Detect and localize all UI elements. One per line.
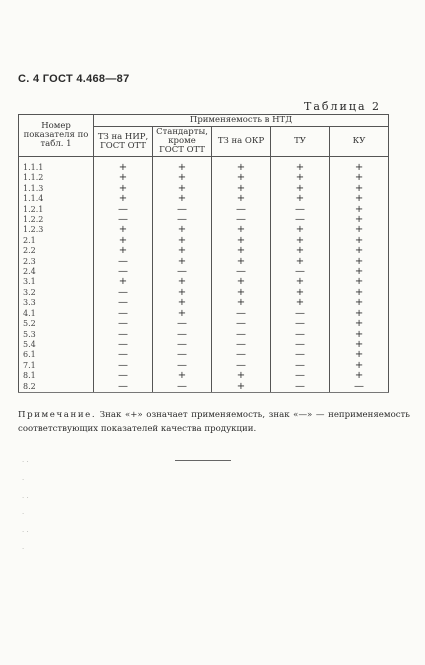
faint-mark: · [22,545,25,553]
applicability-mark: — [177,214,187,226]
applicability-mark: — [177,318,187,330]
applicability-mark: — [177,359,187,371]
faint-mark: · · [22,528,29,536]
applicability-mark: + [118,162,128,173]
applicability-mark: + [354,193,364,205]
row-code: 1.1.1 [19,163,94,173]
applicability-mark: + [177,224,187,236]
table-row [19,257,389,267]
applicability-mark: — [295,214,305,226]
applicability-mark: + [118,245,128,257]
applicability-mark: + [236,380,246,392]
applicability-mark: — [295,307,305,319]
applicability-mark: — [295,318,305,330]
applicability-mark: + [177,370,187,382]
applicability-mark: — [236,307,246,319]
applicability-mark: — [118,359,128,371]
col-header-tz-okr: ТЗ на ОКР [212,127,271,157]
applicability-mark: — [118,214,128,226]
applicability-mark: + [354,318,364,330]
applicability-mark: + [354,255,364,267]
row-code: 2.2 [19,246,94,256]
applicability-mark: + [354,286,364,298]
applicability-mark: + [236,234,246,246]
applicability-mark: + [354,182,364,194]
cell [330,382,389,393]
applicability-mark: — [295,359,305,371]
applicability-mark: — [236,203,246,215]
faint-mark: · · [22,458,29,466]
separator-rule [175,460,231,461]
faint-mark: · · [22,494,29,502]
applicability-mark: — [236,318,246,330]
table-row [19,205,389,215]
applicability-mark: + [236,172,246,184]
table-row [19,309,389,319]
row-code: 3.1 [19,277,94,287]
applicability-mark: — [236,349,246,361]
table-row [19,319,389,329]
row-code: 5.4 [19,340,94,350]
applicability-mark: — [118,318,128,330]
table-caption: Таблица 2 [304,100,381,113]
applicability-mark: + [354,370,364,382]
applicability-mark: + [236,224,246,236]
table-row [19,184,389,194]
applicability-mark: + [236,255,246,267]
applicability-mark: — [118,380,128,392]
applicability-mark: + [118,182,128,194]
table-row [19,361,389,371]
row-code: 1.1.3 [19,184,94,194]
cell [271,382,330,393]
applicability-mark: + [236,182,246,194]
applicability-mark: + [354,203,364,215]
applicability-mark: + [354,307,364,319]
table-row [19,194,389,204]
group-header-applicability: Применяемость в НТД [94,115,389,127]
applicability-mark: + [295,193,305,205]
applicability-mark: — [118,286,128,298]
row-code: 8.2 [19,382,94,393]
applicability-mark: + [295,172,305,184]
applicability-mark: — [236,266,246,278]
col-header-indicator-number: Номер показателя по табл. 1 [19,115,94,157]
applicability-mark: — [236,328,246,340]
applicability-mark: — [118,349,128,361]
applicability-mark: + [236,286,246,298]
faint-mark: · [22,476,25,484]
applicability-mark: + [354,328,364,340]
applicability-mark: — [295,349,305,361]
applicability-mark: — [118,203,128,215]
applicability-mark: + [177,297,187,309]
row-code: 7.1 [19,361,94,371]
applicability-table [18,114,389,393]
faint-mark: · [22,510,25,518]
applicability-mark: + [354,214,364,226]
applicability-mark: + [177,162,187,173]
note-label: Примечание. [18,410,97,420]
applicability-mark: + [236,370,246,382]
row-code: 3.2 [19,288,94,298]
table-row [19,215,389,225]
applicability-mark: — [295,266,305,278]
applicability-mark: + [295,297,305,309]
table-row [19,163,389,173]
applicability-mark: + [118,193,128,205]
applicability-mark: + [177,182,187,194]
row-code: 5.3 [19,330,94,340]
applicability-mark: + [177,276,187,288]
row-code: 4.1 [19,309,94,319]
note-text: Знак «+» означает применяемость, знак «—» — неприменяемость соответствующих показателей качества продукции. [18,410,410,434]
table-row [19,267,389,277]
applicability-mark: — [177,338,187,350]
cell [153,382,212,393]
table-row [19,330,389,340]
applicability-mark: — [177,266,187,278]
applicability-mark: + [118,234,128,246]
applicability-mark: + [354,297,364,309]
applicability-mark: + [177,286,187,298]
table-row [19,371,389,381]
applicability-mark: + [118,276,128,288]
applicability-mark: — [118,255,128,267]
applicability-mark: — [295,328,305,340]
applicability-mark: + [295,224,305,236]
table-row [19,382,389,393]
applicability-mark: + [236,297,246,309]
applicability-mark: — [354,380,365,392]
table-row [19,298,389,308]
applicability-mark: + [177,255,187,267]
table-body [19,157,389,393]
applicability-mark: — [295,380,305,392]
table-row [19,173,389,183]
applicability-mark: + [295,162,305,173]
applicability-mark: — [236,338,246,350]
applicability-mark: + [236,193,246,205]
applicability-mark: + [354,276,364,288]
applicability-mark: — [295,203,305,215]
table-row [19,246,389,256]
applicability-mark: — [236,214,246,226]
col-header-standards: Стандарты, кроме ГОСТ ОТТ [153,127,212,157]
applicability-mark: + [177,245,187,257]
table-note [18,408,410,436]
table-row [19,277,389,287]
row-code: 2.3 [19,257,94,267]
applicability-mark: — [118,307,128,319]
applicability-mark: + [295,255,305,267]
applicability-mark: + [354,338,364,350]
cell [94,382,153,393]
row-code: 1.2.2 [19,215,94,225]
row-code: 5.2 [19,319,94,329]
applicability-mark: + [354,245,364,257]
row-code: 6.1 [19,350,94,360]
row-code: 1.1.4 [19,194,94,204]
applicability-mark: + [177,307,187,319]
row-code: 2.4 [19,267,94,277]
applicability-mark: — [118,266,128,278]
table-row [19,236,389,246]
page-header: С. 4 ГОСТ 4.468—87 [18,73,130,85]
applicability-mark: — [295,338,305,350]
applicability-mark: + [354,224,364,236]
applicability-mark: — [118,370,128,382]
applicability-mark: + [295,234,305,246]
applicability-mark: — [177,349,187,361]
row-code: 1.1.2 [19,173,94,183]
row-code: 2.1 [19,236,94,246]
applicability-mark: + [295,245,305,257]
applicability-mark: — [118,297,128,309]
applicability-mark: + [354,234,364,246]
applicability-mark: — [236,359,246,371]
row-code: 3.3 [19,298,94,308]
col-header-tu: ТУ [271,127,330,157]
applicability-mark: + [354,349,364,361]
row-code: 1.2.3 [19,225,94,235]
applicability-mark: + [354,162,364,173]
table-row [19,225,389,235]
applicability-mark: + [236,245,246,257]
applicability-mark: + [295,286,305,298]
applicability-mark: + [177,193,187,205]
col-header-ku: КУ [330,127,389,157]
applicability-mark: + [236,276,246,288]
applicability-mark: — [177,203,187,215]
col-header-tz-nir: ТЗ на НИР, ГОСТ ОТТ [94,127,153,157]
applicability-mark: + [354,266,364,278]
applicability-mark: + [354,359,364,371]
applicability-mark: — [177,380,187,392]
applicability-mark: — [295,370,305,382]
row-code: 1.2.1 [19,205,94,215]
applicability-mark: + [177,172,187,184]
table-row [19,288,389,298]
applicability-mark: — [118,338,128,350]
cell [212,382,271,393]
applicability-mark: — [177,328,187,340]
row-code: 8.1 [19,371,94,381]
applicability-mark: + [354,172,364,184]
table-row [19,340,389,350]
applicability-mark: + [295,182,305,194]
applicability-mark: + [118,224,128,236]
applicability-mark: + [236,162,246,173]
applicability-mark: + [177,234,187,246]
applicability-mark: — [118,328,128,340]
applicability-mark: + [118,172,128,184]
table-row [19,350,389,360]
applicability-mark: + [295,276,305,288]
